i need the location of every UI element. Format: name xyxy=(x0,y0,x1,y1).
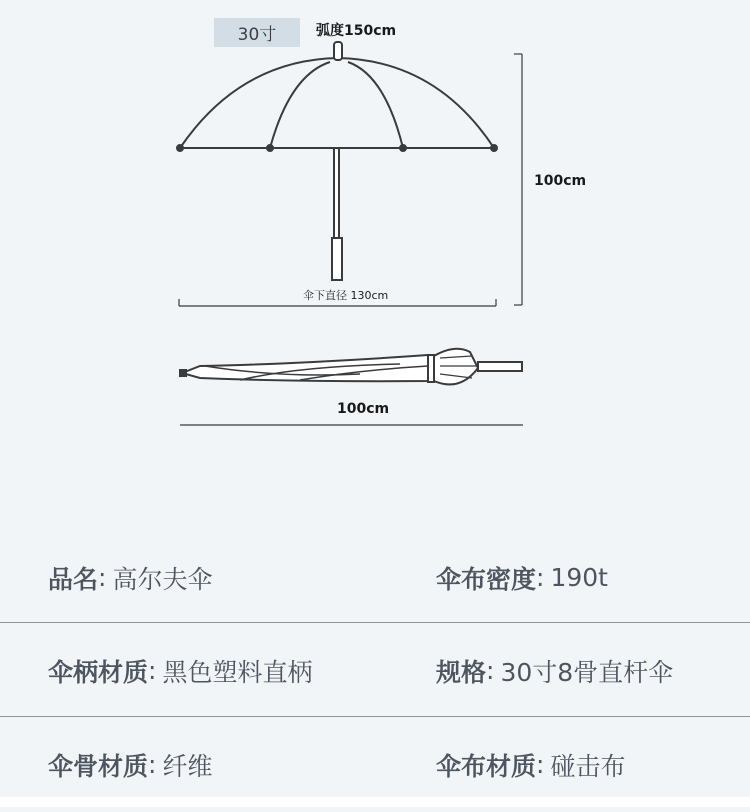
closed-length-label: 100cm xyxy=(337,401,390,417)
spec-key: 伞柄材质 xyxy=(48,657,149,687)
bottom-strip xyxy=(0,797,750,807)
arc-length-label: 弧度150cm xyxy=(316,23,397,39)
umbrella-handle xyxy=(332,238,342,280)
spec-specification xyxy=(436,623,673,718)
height-label: 100cm xyxy=(534,173,587,189)
spec-value: 黑色塑料直柄 xyxy=(162,657,313,687)
spec-separator: : xyxy=(536,563,545,592)
spec-key: 伞布密度 xyxy=(436,564,537,594)
spec-value: 高尔夫伞 xyxy=(112,564,213,594)
closed-top-ribs xyxy=(434,349,478,385)
spec-row xyxy=(0,622,750,718)
umbrella-tip xyxy=(334,42,342,60)
closed-handle xyxy=(478,362,522,371)
spec-value: 190t xyxy=(550,563,608,592)
canopy-outline xyxy=(180,58,494,148)
spec-separator: : xyxy=(486,656,495,685)
spec-separator: : xyxy=(148,656,157,685)
spec-value: 纤维 xyxy=(162,751,213,781)
spec-key: 品名 xyxy=(48,564,99,594)
spec-handle-material xyxy=(48,623,312,718)
spec-key: 规格 xyxy=(436,657,487,687)
spec-key: 伞骨材质 xyxy=(48,751,149,781)
size-badge: 30寸 xyxy=(214,18,300,47)
spec-product-name xyxy=(48,530,212,625)
canopy-rib-left xyxy=(270,62,330,148)
spec-row xyxy=(0,530,750,625)
spec-separator: : xyxy=(148,750,157,779)
spec-separator: : xyxy=(98,563,107,592)
spec-key: 伞布材质 xyxy=(436,751,537,781)
spec-value: 30寸8骨直杆伞 xyxy=(500,657,674,687)
open-umbrella xyxy=(177,42,497,280)
umbrella-shaft xyxy=(334,148,339,238)
height-dimension-line xyxy=(514,54,522,305)
closed-umbrella xyxy=(180,349,522,385)
canopy-rib-right xyxy=(348,62,403,148)
spec-separator: : xyxy=(536,750,545,779)
spec-fabric-density xyxy=(436,530,608,625)
canopy-diameter-label: 伞下直径 130cm xyxy=(303,289,389,302)
spec-value: 碰击布 xyxy=(550,751,626,781)
